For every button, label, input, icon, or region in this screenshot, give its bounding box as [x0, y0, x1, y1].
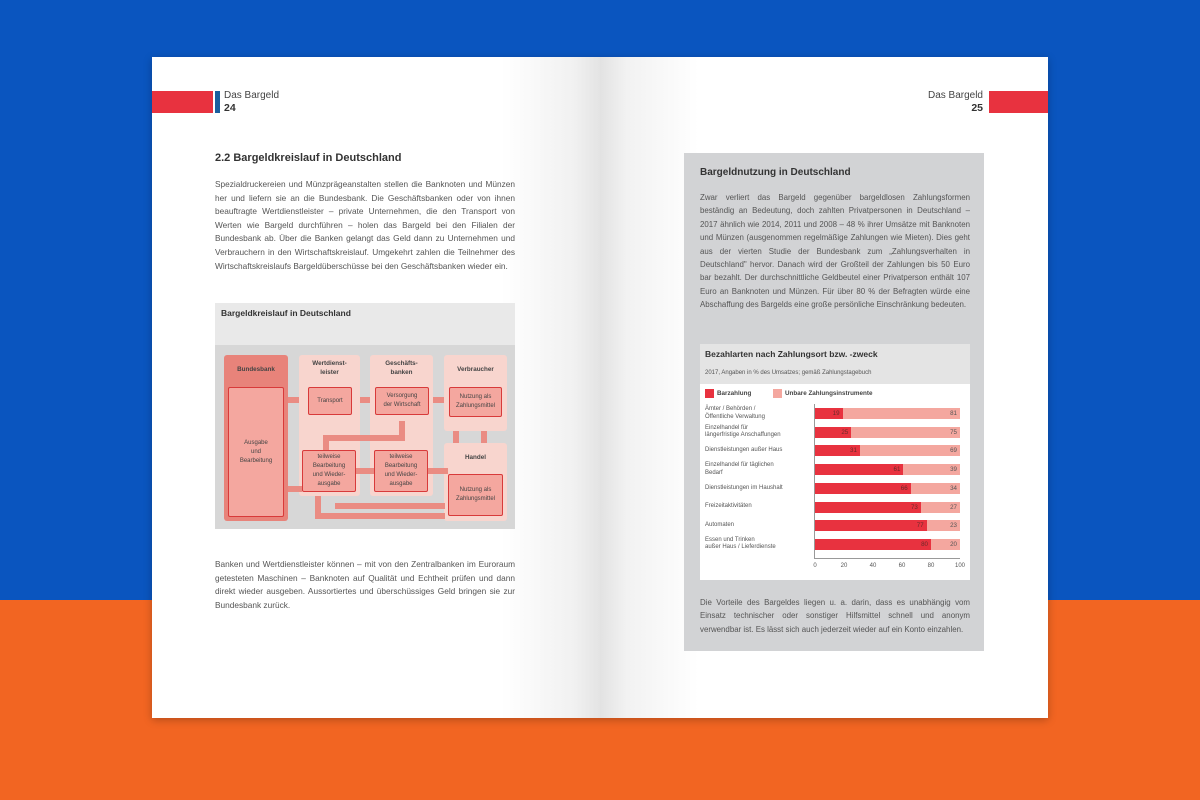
legend-cash-label: Barzahlung	[717, 390, 752, 398]
box-bearbeitung-banken: teilweise Bearbeitung und Wieder- ausgabe	[374, 450, 428, 492]
bar-cash: 61	[815, 464, 903, 475]
label-geschaeftsbanken: Geschäfts- banken	[385, 360, 418, 376]
bar-noncash: 23	[927, 520, 960, 531]
legend-cash	[705, 389, 751, 398]
flow-return-up	[399, 421, 405, 441]
right-page	[600, 57, 1048, 718]
box-ausgabe-bearbeitung: Ausgabe und Bearbeitung	[228, 387, 284, 517]
category-label: Automaten	[705, 522, 735, 528]
bar-noncash: 27	[921, 502, 960, 513]
bar-cash: 31	[815, 445, 860, 456]
payment-chart	[700, 344, 970, 580]
x-tick-label: 40	[869, 563, 877, 569]
footer-paragraph: Die Vorteile des Bargeldes liegen u. a. darin, dass es unabhängig vom Einsatz technischer oder sonstiger Hilfsmittel schnell und anonym verwendbar ist. Es lässt sich auch jederzeit wieder auf ein Konto einzahlen.	[700, 598, 970, 634]
bar-cash: 80	[815, 539, 931, 550]
flow-handel-consumer	[481, 431, 487, 443]
flow-arrow-banks-to-consumer	[433, 397, 444, 403]
flow-consumer-handel	[453, 431, 459, 443]
bar-noncash: 20	[931, 539, 960, 550]
closing-paragraph: Banken und Wertdienstleister können – mit von den Zentralbanken im Euroraum getesteten Maschinen – Banknoten auf Qualität und Echtheit prüfen und dann direkt wieder ausgeben. Aussortiertes und überschüssiges Geld bringen sie zur Bundesbank zurück.	[215, 559, 515, 610]
legend-noncash	[773, 389, 872, 398]
legend-cash-swatch	[705, 389, 714, 398]
info-panel	[684, 153, 984, 651]
page-number-left: 24	[224, 102, 236, 114]
x-axis-line	[814, 558, 960, 559]
category-label: Einzelhandel für täglichen Bedarf	[705, 462, 774, 476]
chart-title: Bezahlarten nach Zahlungsort bzw. -zweck	[705, 349, 878, 359]
running-head-left	[224, 89, 279, 115]
flow-arrow-bb-to-transport	[288, 397, 299, 403]
x-tick-label: 0	[813, 563, 817, 569]
label-bundesbank: Bundesbank	[237, 366, 275, 373]
running-head-right	[900, 89, 983, 115]
diagram-title: Bargeldkreislauf in Deutschland	[221, 308, 351, 318]
box-bearbeitung-wertdienstleister: teilweise Bearbeitung und Wieder- ausgabe	[302, 450, 356, 492]
box-transport: Transport	[308, 387, 352, 415]
flow-bottom-a	[335, 503, 445, 509]
flow-arrow-transport-to-banks	[360, 397, 370, 403]
x-tick-label: 60	[898, 563, 906, 569]
bar-cash: 66	[815, 483, 911, 494]
box-versorgung: Versorgung der Wirtschaft	[375, 387, 429, 415]
label-verbraucher: Verbraucher	[457, 366, 494, 373]
x-tick-label: 20	[840, 563, 848, 569]
cash-cycle-diagram	[215, 303, 515, 529]
page-number-right: 25	[971, 102, 983, 114]
bar-noncash: 81	[843, 408, 960, 419]
label-wertdienstleister: Wertdienst- leister	[312, 360, 347, 376]
category-label: Ämter / Behörden / Öffentliche Verwaltung	[705, 406, 765, 420]
bar-cash: 77	[815, 520, 927, 531]
flow-return-top	[323, 435, 403, 441]
x-tick-label: 80	[927, 563, 935, 569]
flow-wdl-to-bb	[288, 486, 302, 492]
flow-banks-to-wdl	[356, 468, 374, 474]
category-label: Einzelhandel für längerfristige Anschaffungen	[705, 424, 781, 439]
bar-cash: 73	[815, 502, 921, 513]
blue-marker	[215, 91, 220, 113]
category-label: Dienstleistungen außer Haus	[705, 447, 783, 454]
flow-bottom-up	[315, 496, 321, 519]
running-head-title: Das Bargeld	[224, 90, 280, 101]
bar-noncash: 75	[851, 427, 960, 438]
bar-noncash: 34	[911, 483, 960, 494]
flow-handel-to-banks	[428, 468, 448, 474]
box-nutzung-verbraucher: Nutzung als Zahlungsmittel	[449, 387, 502, 417]
bar-noncash: 39	[903, 464, 960, 475]
intro-paragraph: Spezialdruckereien und Münzprägeanstalten stellen die Banknoten und Münzen her und liefern sie an die Bundesbank. Die Geschäftsbanken oder von ihnen beauftragte Wertdienstleister – private Unternehmen, die den Transport von Werten wie Bargeld durchführen – holen das Bargeld bei den Filialen der Bundesbank ab. Über die Banken gelangt das Geld dann zu Unternehmen und Verbrauchern in den Wirtschaftskreislauf. Umgekehrt zahlen die Teilnehmer des Wirtschaftskreislaufs Bargeldüberschüsse bei den Geschäftsbanken wieder ein.	[215, 179, 515, 271]
section-title: 2.2 Bargeldkreislauf in Deutschland	[215, 152, 402, 164]
panel-title: Bargeldnutzung in Deutschland	[700, 167, 851, 178]
red-tab-left	[152, 91, 213, 113]
chart-subtitle: 2017, Angaben in % des Umsatzes; gemäß Zahlungstagebuch	[705, 370, 872, 376]
y-axis-line	[814, 404, 815, 558]
running-head-title: Das Bargeld	[927, 90, 983, 101]
open-book	[152, 57, 1048, 718]
flow-return-down	[323, 435, 329, 450]
red-tab-right	[989, 91, 1048, 113]
category-label: Freizeitaktivitäten	[705, 503, 752, 510]
legend-noncash-label: Unbare Zahlungsinstrumente	[785, 390, 873, 398]
panel-paragraph: Zwar verliert das Bargeld gegenüber bargeldlosen Zahlungsformen beständig an Bedeutung, doch zahlten Privatpersonen in Deutschland – 2017 ähnlich wie 2014, 2011 und 2008 – 48 % ihrer Umsätze mit Banknoten und Münzen (ausgenommen regelmäßige Zahlungen wie Mieten). Dies geht aus der vierten Studie der Bundesbank zum „Zahlungsverhalten in Deutschland" hervor. Danach wird der Großteil der Zahlungen bis 50 Euro bar bezahlt. Der durchschnittliche Geldbeutel einer Privatperson enthält 107 Euro an Banknoten und Münzen. Für über 80 % der Befragten würde eine Abschaffung des Bargelds eine große persönliche Einschränkung bedeuten.	[700, 193, 970, 310]
box-nutzung-handel: Nutzung als Zahlungsmittel	[448, 474, 503, 516]
bar-cash: 19	[815, 408, 843, 419]
bar-cash: 25	[815, 427, 851, 438]
legend-noncash-swatch	[773, 389, 782, 398]
x-tick-label: 100	[954, 563, 965, 569]
label-handel: Handel	[465, 454, 486, 461]
category-label: Essen und Trinken außer Haus / Lieferdienste	[705, 537, 776, 551]
category-label: Dienstleistungen im Haushalt	[705, 484, 783, 491]
left-page	[152, 57, 600, 718]
bar-noncash: 69	[860, 445, 960, 456]
flow-bottom-b	[315, 513, 445, 519]
